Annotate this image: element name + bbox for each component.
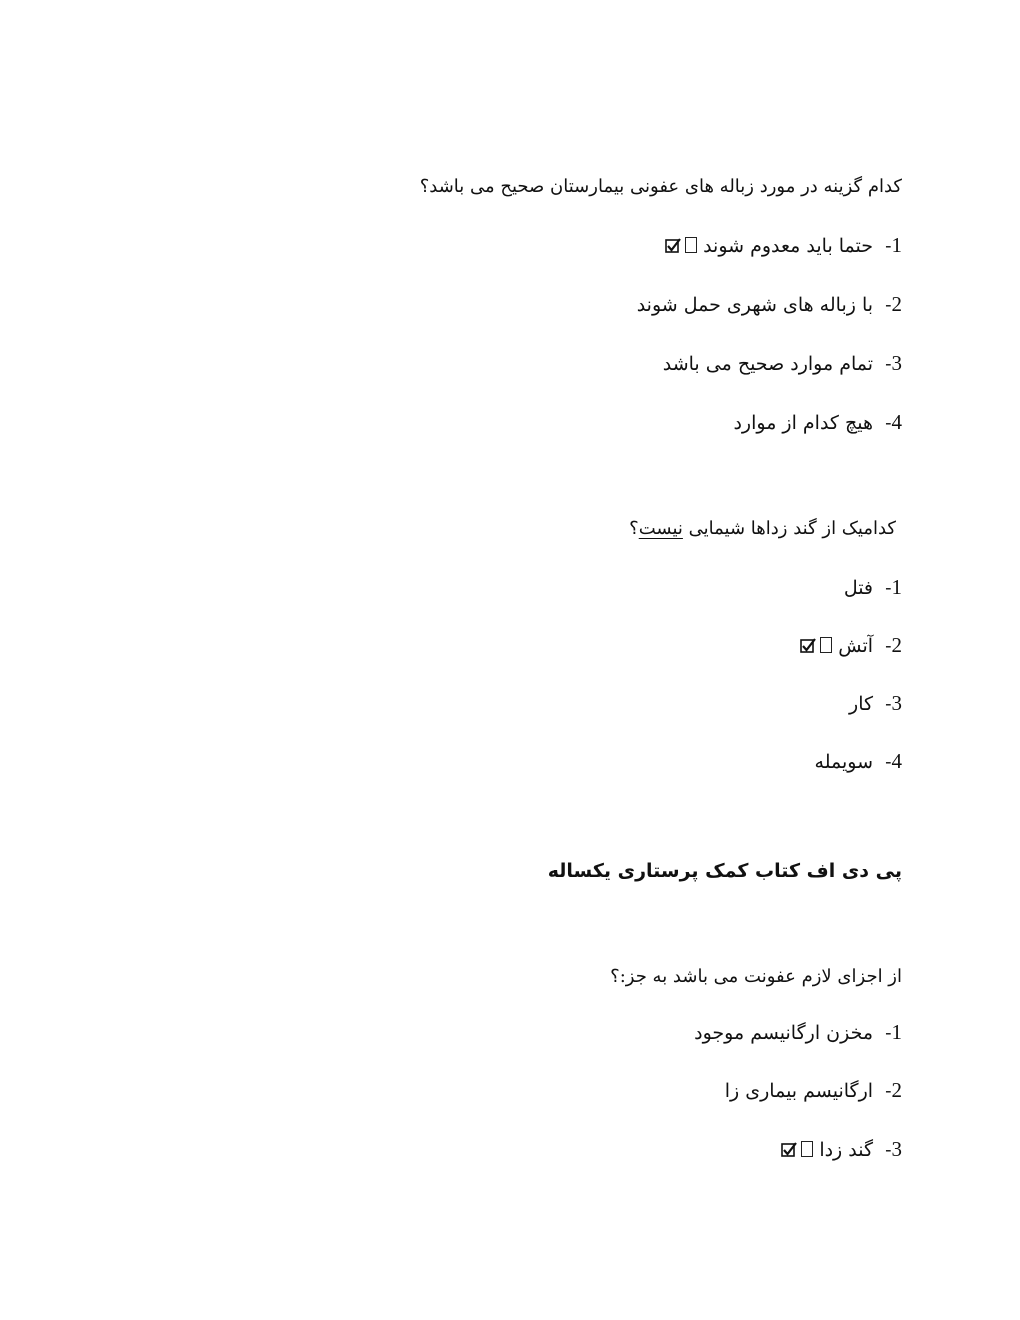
option-text: گند زدا: [819, 1139, 874, 1161]
option-text: هیچ کدام از موارد: [733, 412, 874, 434]
option-text: آتش: [838, 635, 874, 657]
option-separator: -: [885, 577, 892, 599]
option-number: 3: [891, 351, 902, 375]
option-text: تمام موارد صحیح می باشد: [662, 353, 874, 375]
checkbox-icon: [685, 237, 697, 253]
question-2-option-4: [815, 747, 902, 776]
option-separator: -: [885, 235, 892, 257]
option-number: 2: [891, 292, 902, 316]
option-text: فتل: [843, 577, 874, 599]
section-heading: پی دی اف کتاب کمک پرستاری یکساله: [547, 860, 902, 882]
question-1-option-3: [663, 349, 902, 378]
option-separator: -: [885, 353, 892, 375]
option-separator: -: [885, 294, 892, 316]
question-2-option-3: [849, 689, 902, 718]
checked-checkbox-icon: [781, 1142, 797, 1158]
option-number: 4: [891, 749, 902, 773]
question-3-option-2: [725, 1076, 902, 1105]
option-text: حتما باید معدوم شوند: [703, 235, 874, 257]
option-separator: -: [885, 412, 892, 434]
option-separator: -: [885, 1139, 892, 1161]
option-separator: -: [885, 1080, 892, 1102]
option-number: 1: [891, 233, 902, 257]
option-separator: -: [885, 1022, 892, 1044]
option-text: کار: [849, 693, 874, 715]
question-2-question-mark: ؟: [629, 518, 639, 539]
option-number: 1: [891, 1020, 902, 1044]
question-2-underlined-word: نیست: [638, 518, 683, 539]
option-number: 3: [891, 691, 902, 715]
question-1-option-4: [733, 408, 902, 437]
option-text: سویملە: [814, 751, 874, 773]
option-separator: -: [885, 693, 892, 715]
checkbox-icon: [801, 1141, 813, 1157]
option-number: 1: [891, 575, 902, 599]
question-3-option-3: [781, 1135, 902, 1164]
option-text: ارگانیسم بیماری زا: [724, 1080, 874, 1102]
question-1-option-1: [665, 231, 902, 260]
checked-checkbox-icon: [800, 638, 816, 654]
option-number: 2: [891, 633, 902, 657]
option-number: 4: [891, 410, 902, 434]
question-2-text: [629, 515, 896, 543]
option-number: 2: [891, 1078, 902, 1102]
question-2-option-1: [844, 573, 902, 602]
option-text: مخزن ارگانیسم موجود: [694, 1022, 874, 1044]
question-1-option-2: [637, 290, 902, 319]
checked-checkbox-icon: [665, 238, 681, 254]
option-number: 3: [891, 1137, 902, 1161]
question-2-text-before: کدامیک از گند زداها شیمایی: [688, 518, 896, 539]
question-2-option-2: [800, 631, 902, 660]
option-text: با زباله های شهری حمل شوند: [636, 294, 874, 316]
question-1-text: کدام گزینه در مورد زباله های عفونی بیمارستان صحیح می باشد؟: [419, 176, 902, 197]
question-3-option-1: [694, 1018, 902, 1047]
option-separator: -: [885, 635, 892, 657]
option-separator: -: [885, 751, 892, 773]
checkbox-icon: [820, 637, 832, 653]
question-3-text: از اجزای لازم عفونت می باشد به جز:؟: [610, 966, 902, 987]
